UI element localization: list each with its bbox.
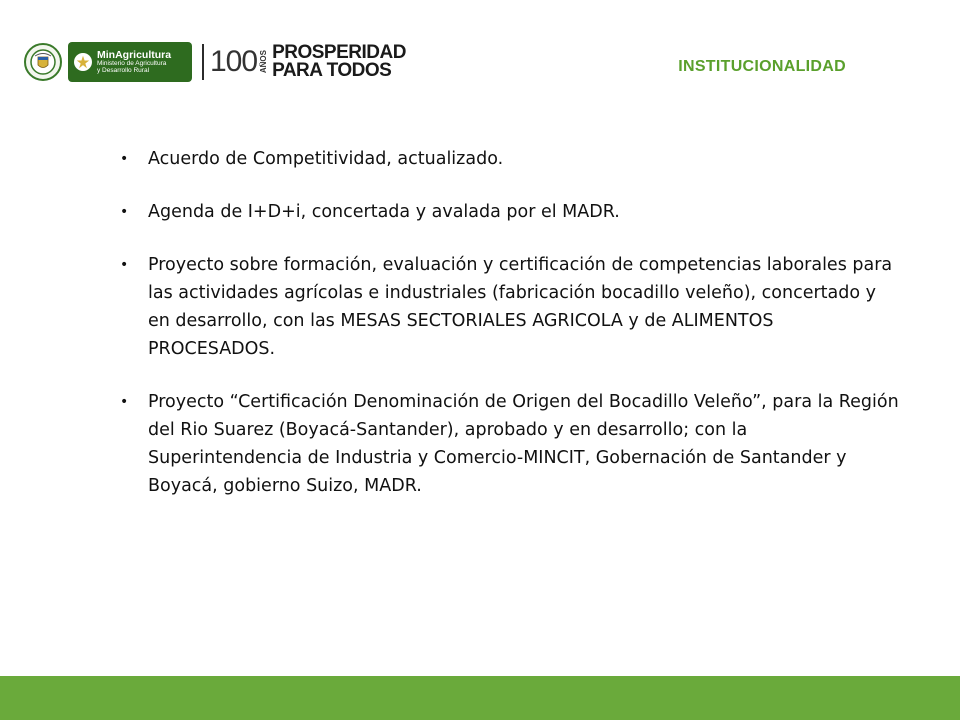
- minagricultura-logo: [68, 42, 192, 82]
- star-icon: [74, 53, 92, 71]
- bullet-icon: •: [120, 257, 129, 273]
- bullet-icon: •: [120, 394, 129, 410]
- list-item-text: Proyecto sobre formación, evaluación y certificación de competencias laborales para las actividades agrícolas e industriales (fabricación bocadillo veleño), concertado y en desarrollo, con las MESAS SECTORIALES AGRICOLA y de ALIMENTOS PROCESADOS.: [148, 255, 893, 359]
- slogan-line-1: PROSPERIDAD: [272, 41, 406, 63]
- list-item: [120, 251, 900, 363]
- ministry-subtitle-1: Ministerio de Agricultura: [97, 59, 167, 67]
- ministry-title: MinAgricultura: [97, 48, 172, 61]
- list-item: [120, 198, 900, 226]
- section-title: INSTITUCIONALIDAD: [678, 58, 846, 75]
- bullet-icon: •: [120, 204, 129, 220]
- list-item-text: Agenda de I+D+i, concertada y avalada por el MADR.: [148, 202, 620, 222]
- list-item: [120, 145, 900, 173]
- bullet-icon: •: [120, 151, 129, 167]
- slogan-line-2: PARA TODOS: [272, 60, 392, 81]
- anniversary-word: AÑOS: [259, 50, 269, 74]
- list-item: [120, 388, 900, 500]
- logo-divider: [202, 44, 204, 80]
- logo-group: [24, 40, 406, 84]
- footer-bar: [0, 676, 960, 720]
- bullet-list: [120, 145, 900, 500]
- slogan-logo: [272, 41, 406, 81]
- list-item-text: Proyecto “Certificación Denominación de Origen del Bocadillo Veleño”, para la Región del Rio Suarez (Boyacá-Santander), aprobado y en desarrollo; con la Superintendencia de Industria y Comercio-MINCIT, Gobernación de Santander y Boyacá, gobierno Suizo, MADR.: [148, 392, 899, 496]
- bullet-list-container: [120, 145, 900, 525]
- slide-header: [0, 0, 960, 110]
- list-item-text: Acuerdo de Competitividad, actualizado.: [148, 149, 504, 169]
- anniversary-number: 100: [210, 45, 258, 78]
- ministry-name: [97, 50, 171, 75]
- ministry-subtitle-2: y Desarrollo Rural: [97, 66, 150, 74]
- coat-of-arms-icon: [24, 43, 62, 81]
